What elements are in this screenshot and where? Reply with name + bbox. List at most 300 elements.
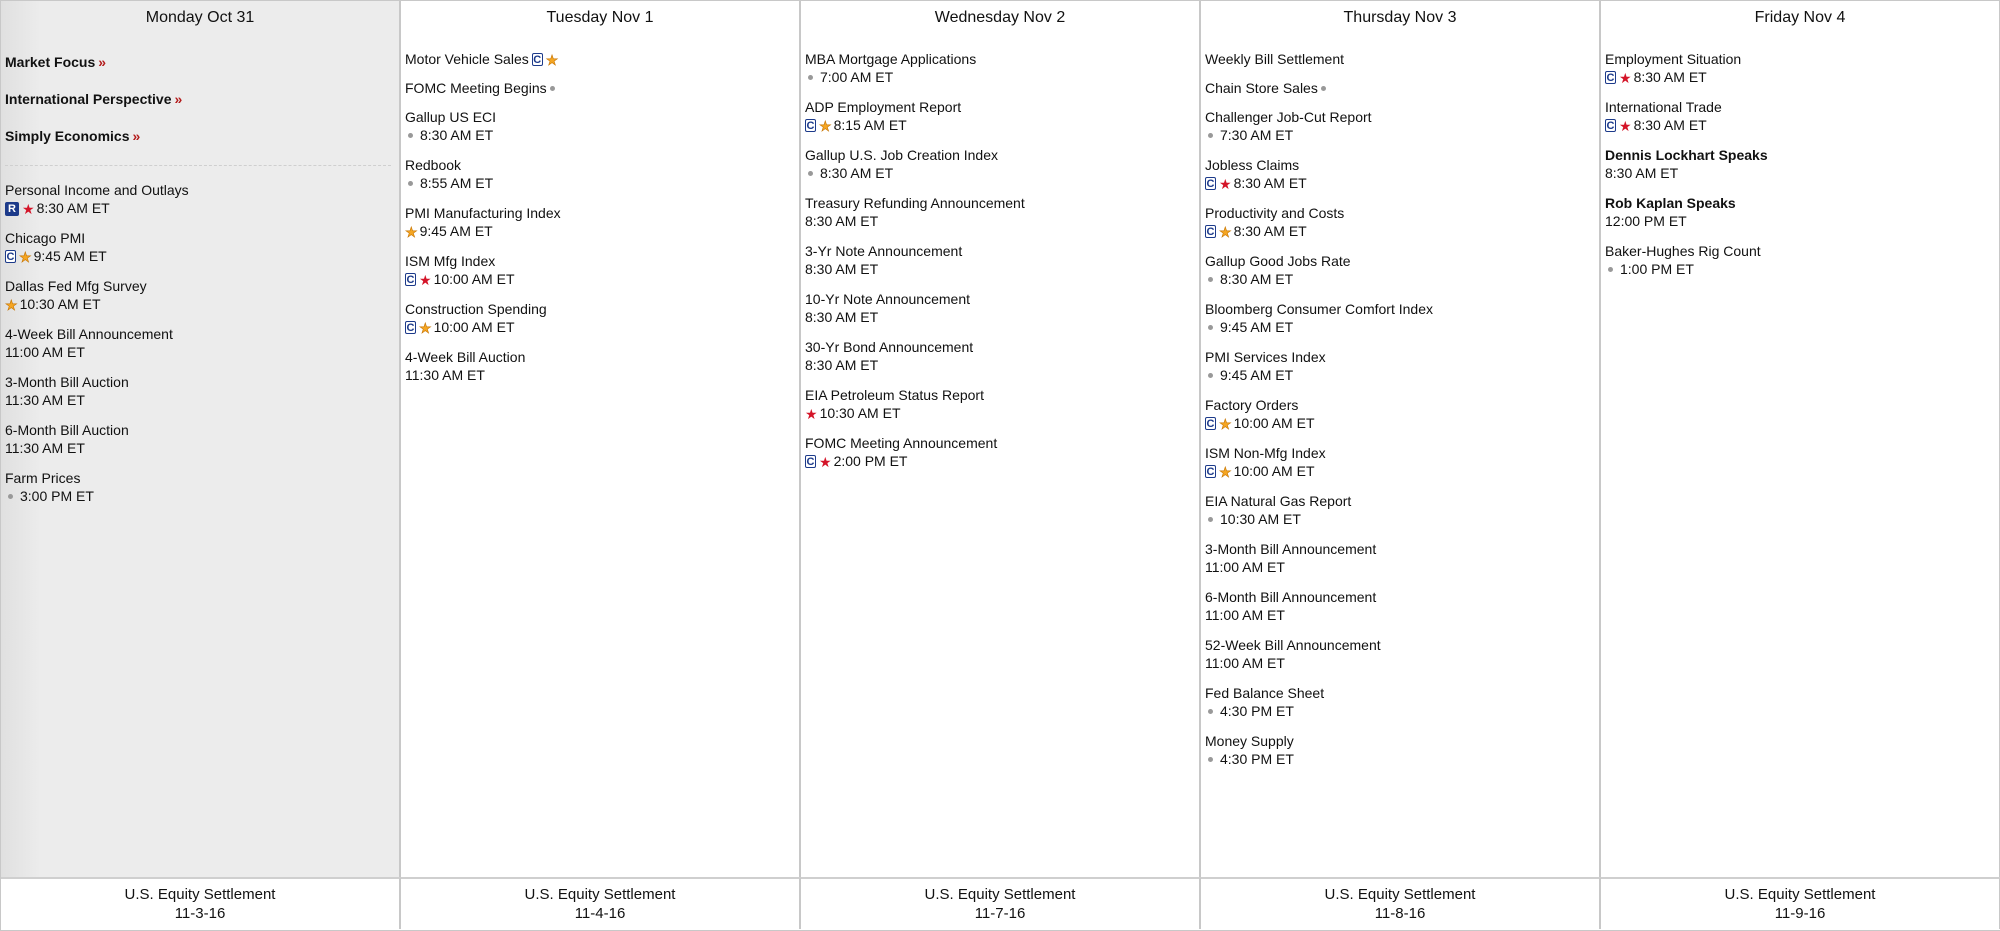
event-title-row <box>5 326 399 343</box>
event-time: 7:00 AM ET <box>820 69 894 85</box>
event-time: 8:30 AM ET <box>420 127 494 143</box>
event-title-row <box>405 349 799 366</box>
event-title-row <box>1205 253 1599 270</box>
event-title-row <box>405 253 799 270</box>
event-time-row <box>405 270 799 289</box>
event-time: 10:30 AM ET <box>19 296 101 312</box>
event-title-row <box>5 422 399 439</box>
calendar-event <box>1205 397 1599 433</box>
low-importance-dot-icon <box>408 133 413 138</box>
event-title[interactable]: 4-Week Bill Auction <box>405 349 526 365</box>
calendar-event <box>1205 80 1599 97</box>
event-title[interactable]: Gallup U.S. Job Creation Index <box>805 147 998 163</box>
event-title[interactable]: Dennis Lockhart Speaks <box>1605 147 1768 163</box>
day-header[interactable]: Wednesday Nov 2 <box>934 9 1066 26</box>
consensus-badge-icon[interactable]: C <box>1206 178 1215 190</box>
event-title-row <box>1205 349 1599 366</box>
event-title[interactable]: ISM Mfg Index <box>405 253 496 269</box>
calendar-event <box>805 291 1199 327</box>
event-title-row <box>1205 445 1599 462</box>
event-title[interactable]: MBA Mortgage Applications <box>805 51 977 67</box>
commentary-link-label[interactable]: Market Focus <box>5 54 96 70</box>
event-time-row <box>1605 68 1999 87</box>
calendar-event <box>1205 253 1599 289</box>
event-time: 8:30 AM ET <box>1233 223 1307 239</box>
event-time-row <box>805 260 1199 279</box>
high-importance-star-icon: ★ <box>1619 117 1632 134</box>
day-header[interactable]: Friday Nov 4 <box>1754 9 1846 26</box>
event-title[interactable]: Baker-Hughes Rig Count <box>1605 243 1761 259</box>
low-importance-dot-icon <box>1321 86 1326 91</box>
calendar-event <box>1205 445 1599 481</box>
event-time: 11:00 AM ET <box>1205 655 1285 671</box>
event-time-row <box>1205 510 1599 529</box>
event-time-row <box>805 356 1199 375</box>
settlement-date: 11-9-16 <box>1774 905 1826 922</box>
calendar-event <box>405 109 799 145</box>
calendar-event <box>405 80 799 97</box>
event-title[interactable]: FOMC Meeting Begins <box>405 80 547 96</box>
settlement-label: U.S. Equity Settlement <box>1724 886 1876 903</box>
settlement-footer-2 <box>801 877 1201 929</box>
calendar-event <box>405 301 799 337</box>
event-title-row <box>1205 301 1599 318</box>
calendar-event <box>805 387 1199 423</box>
event-title[interactable]: 30-Yr Bond Announcement <box>805 339 974 355</box>
day-events <box>1201 35 1599 769</box>
event-title-row <box>805 387 1199 404</box>
event-time: 8:30 AM ET <box>1233 175 1307 191</box>
event-time: 11:00 AM ET <box>1205 559 1285 575</box>
event-title-row <box>805 291 1199 308</box>
event-title[interactable]: ISM Non-Mfg Index <box>1205 445 1326 461</box>
consensus-badge-icon[interactable]: C <box>406 322 415 334</box>
event-time-row <box>1605 164 1999 183</box>
event-title[interactable]: 3-Month Bill Announcement <box>1205 541 1377 557</box>
event-time: 9:45 AM ET <box>1220 319 1294 335</box>
calendar-event <box>1605 51 1999 87</box>
event-title-row <box>1605 147 1999 164</box>
event-time-row <box>1205 126 1599 145</box>
day-header[interactable]: Thursday Nov 3 <box>1343 9 1457 26</box>
calendar-event <box>5 422 399 458</box>
event-title-row <box>805 435 1199 452</box>
event-title[interactable]: 4-Week Bill Announcement <box>5 326 173 342</box>
calendar-event <box>405 205 799 241</box>
event-title[interactable]: Personal Income and Outlays <box>5 182 189 198</box>
low-importance-dot-icon <box>1208 325 1213 330</box>
event-time: 8:30 AM ET <box>820 165 894 181</box>
event-time-row <box>1205 558 1599 577</box>
event-time: 3:00 PM ET <box>20 488 94 504</box>
commentary-link-label[interactable]: International Perspective <box>5 91 172 107</box>
event-time: 8:30 AM ET <box>805 261 879 277</box>
day-events <box>401 35 799 385</box>
calendar-event <box>805 99 1199 135</box>
low-importance-dot-icon <box>1608 267 1613 272</box>
event-title[interactable]: Redbook <box>405 157 462 173</box>
event-title-row <box>1205 493 1599 510</box>
event-time: 4:30 PM ET <box>1220 703 1294 719</box>
event-time-row <box>1605 212 1999 231</box>
commentary-link[interactable] <box>5 88 399 125</box>
settlement-date: 11-8-16 <box>1374 905 1426 922</box>
high-importance-star-icon: ★ <box>1619 69 1632 86</box>
low-importance-dot-icon <box>1208 373 1213 378</box>
event-title-row <box>405 51 799 68</box>
arrow-icon: » <box>132 128 141 144</box>
consensus-badge-icon[interactable]: C <box>533 54 542 66</box>
event-title[interactable]: ADP Employment Report <box>805 99 962 115</box>
event-time-row <box>805 164 1199 183</box>
day-events <box>1 35 399 506</box>
event-time: 4:30 PM ET <box>1220 751 1294 767</box>
event-time-row <box>1205 414 1599 433</box>
event-time-row <box>1205 750 1599 769</box>
event-title[interactable]: 52-Week Bill Announcement <box>1205 637 1381 653</box>
event-title-row <box>1605 51 1999 68</box>
event-time-row <box>1205 462 1599 481</box>
event-title-row <box>5 230 399 247</box>
event-title-row <box>805 99 1199 116</box>
event-title[interactable]: Farm Prices <box>5 470 81 486</box>
day-events <box>1601 35 1999 279</box>
event-title[interactable]: Bloomberg Consumer Comfort Index <box>1205 301 1433 317</box>
event-title[interactable]: Challenger Job-Cut Report <box>1205 109 1372 125</box>
event-time-row <box>5 343 399 362</box>
event-title[interactable]: Chain Store Sales <box>1205 80 1318 96</box>
calendar-event <box>1205 157 1599 193</box>
consensus-badge-icon[interactable]: C <box>406 274 415 286</box>
settlement-date: 11-4-16 <box>574 905 626 922</box>
event-title-row <box>805 147 1199 164</box>
commentary-link-label[interactable]: Simply Economics <box>5 128 130 144</box>
event-time: 8:30 AM ET <box>1605 165 1679 181</box>
event-time: 10:00 AM ET <box>1233 463 1315 479</box>
event-time: 8:30 AM ET <box>805 357 879 373</box>
calendar-event <box>1205 109 1599 145</box>
medium-importance-star-icon: ★ <box>545 51 559 68</box>
event-title[interactable]: Gallup Good Jobs Rate <box>1205 253 1351 269</box>
calendar-event <box>1205 205 1599 241</box>
day-events <box>801 35 1199 471</box>
consensus-badge-icon[interactable]: C <box>806 456 815 468</box>
consensus-badge-icon[interactable]: C <box>1606 72 1615 84</box>
event-title[interactable]: 3-Yr Note Announcement <box>805 243 963 259</box>
settlement-label: U.S. Equity Settlement <box>124 886 276 903</box>
event-time-row <box>405 174 799 193</box>
event-title[interactable]: Jobless Claims <box>1205 157 1300 173</box>
event-time-row <box>5 391 399 410</box>
event-time: 10:30 AM ET <box>1220 511 1301 527</box>
calendar-event <box>1605 147 1999 183</box>
low-importance-dot-icon <box>1208 757 1213 762</box>
event-time: 11:30 AM ET <box>5 440 85 456</box>
event-title-row <box>5 470 399 487</box>
event-title[interactable]: FOMC Meeting Announcement <box>805 435 998 451</box>
event-time: 8:30 AM ET <box>1633 117 1707 133</box>
event-time-row <box>805 404 1199 423</box>
event-time-row <box>1205 654 1599 673</box>
calendar-event <box>1205 733 1599 769</box>
settlement-label: U.S. Equity Settlement <box>1324 886 1476 903</box>
calendar-event <box>5 374 399 410</box>
high-importance-star-icon: ★ <box>419 271 432 288</box>
day-column-2 <box>801 0 1201 877</box>
calendar-event <box>1605 195 1999 231</box>
calendar-event <box>1205 349 1599 385</box>
calendar-event <box>405 349 799 385</box>
calendar-event <box>1205 301 1599 337</box>
calendar-event <box>405 157 799 193</box>
event-title-row <box>1605 243 1999 260</box>
event-time: 9:45 AM ET <box>419 223 493 239</box>
event-title-row <box>805 243 1199 260</box>
low-importance-dot-icon <box>1208 133 1213 138</box>
event-title-row <box>1205 685 1599 702</box>
event-time-row <box>5 439 399 458</box>
low-importance-dot-icon <box>1208 277 1213 282</box>
day-column-0 <box>1 0 401 877</box>
calendar-event <box>5 326 399 362</box>
event-time: 11:00 AM ET <box>5 344 85 360</box>
event-title-row <box>805 195 1199 212</box>
calendar-event <box>1205 589 1599 625</box>
event-title[interactable]: Money Supply <box>1205 733 1294 749</box>
day-header[interactable]: Monday Oct 31 <box>145 9 255 26</box>
low-importance-dot-icon <box>550 86 555 91</box>
event-time: 1:00 PM ET <box>1620 261 1694 277</box>
event-time: 8:30 AM ET <box>1633 69 1707 85</box>
event-time: 11:00 AM ET <box>1205 607 1285 623</box>
event-title-row <box>1205 637 1599 654</box>
event-title[interactable]: Construction Spending <box>405 301 547 317</box>
event-title[interactable]: EIA Petroleum Status Report <box>805 387 984 403</box>
high-importance-star-icon: ★ <box>819 453 832 470</box>
event-title[interactable]: 10-Yr Note Announcement <box>805 291 970 307</box>
event-title[interactable]: 6-Month Bill Auction <box>5 422 129 438</box>
settlement-footer-1 <box>401 877 801 929</box>
commentary-link[interactable] <box>5 51 399 88</box>
event-title[interactable]: Employment Situation <box>1605 51 1742 67</box>
event-time: 9:45 AM ET <box>33 248 107 264</box>
event-title[interactable]: Motor Vehicle Sales <box>405 51 529 67</box>
settlement-date: 11-7-16 <box>974 905 1026 922</box>
event-time-row <box>1205 702 1599 721</box>
event-time: 8:30 AM ET <box>36 200 110 216</box>
event-title-row <box>1205 205 1599 222</box>
calendar-event <box>405 253 799 289</box>
high-importance-star-icon: ★ <box>1219 175 1232 192</box>
medium-importance-star-icon: ★ <box>405 223 418 240</box>
calendar-event <box>1205 51 1599 68</box>
calendar-event <box>1605 243 1999 279</box>
settlement-label: U.S. Equity Settlement <box>924 886 1076 903</box>
event-title-row <box>405 205 799 222</box>
event-title-row <box>805 51 1199 68</box>
consensus-badge-icon[interactable]: C <box>1206 418 1215 430</box>
medium-importance-star-icon: ★ <box>1219 415 1232 432</box>
event-title[interactable]: EIA Natural Gas Report <box>1205 493 1352 509</box>
event-title[interactable]: Treasury Refunding Announcement <box>805 195 1025 211</box>
event-time: 8:30 AM ET <box>1220 271 1294 287</box>
event-time-row <box>405 318 799 337</box>
arrow-icon: » <box>174 91 183 107</box>
event-title-row <box>405 109 799 126</box>
calendar-event <box>805 435 1199 471</box>
event-title[interactable]: International Trade <box>1605 99 1722 115</box>
day-column-1 <box>401 0 801 877</box>
event-title[interactable]: Gallup US ECI <box>405 109 497 125</box>
event-time: 12:00 PM ET <box>1605 213 1687 229</box>
event-title-row <box>1205 589 1599 606</box>
event-title-row <box>1205 109 1599 126</box>
medium-importance-star-icon: ★ <box>419 319 432 336</box>
medium-importance-star-icon: ★ <box>819 117 832 134</box>
event-time-row <box>1205 366 1599 385</box>
event-title[interactable]: Chicago PMI <box>5 230 86 246</box>
medium-importance-star-icon: ★ <box>1219 223 1232 240</box>
consensus-badge-icon[interactable]: C <box>1206 226 1215 238</box>
settlement-label: U.S. Equity Settlement <box>524 886 676 903</box>
event-title-row <box>1205 51 1599 68</box>
calendar-event <box>1205 541 1599 577</box>
event-time-row <box>1205 270 1599 289</box>
low-importance-dot-icon <box>408 181 413 186</box>
revised-badge-icon[interactable]: R <box>5 202 19 216</box>
calendar-event <box>5 230 399 266</box>
commentary-link[interactable] <box>5 125 399 162</box>
event-time: 10:00 AM ET <box>433 319 515 335</box>
low-importance-dot-icon <box>1208 709 1213 714</box>
settlement-footer-4 <box>1601 877 2000 929</box>
low-importance-dot-icon <box>808 75 813 80</box>
event-title[interactable]: Weekly Bill Settlement <box>1205 51 1345 67</box>
event-title-row <box>1205 541 1599 558</box>
calendar-event <box>1205 685 1599 721</box>
calendar-event <box>805 339 1199 375</box>
calendar-event <box>5 182 399 218</box>
event-time-row <box>805 308 1199 327</box>
event-time-row <box>1205 222 1599 241</box>
event-title[interactable]: PMI Services Index <box>1205 349 1326 365</box>
event-title-row <box>405 80 799 97</box>
event-time-row <box>1205 174 1599 193</box>
event-time-row <box>405 222 799 241</box>
day-header[interactable]: Tuesday Nov 1 <box>546 9 654 26</box>
arrow-icon: » <box>98 54 107 70</box>
event-time: 2:00 PM ET <box>833 453 908 469</box>
calendar-event <box>1205 637 1599 673</box>
event-title[interactable]: 6-Month Bill Announcement <box>1205 589 1377 605</box>
event-time: 7:30 AM ET <box>1220 127 1294 143</box>
event-time: 10:30 AM ET <box>819 405 901 421</box>
event-title[interactable]: Rob Kaplan Speaks <box>1605 195 1736 211</box>
event-time-row <box>5 487 399 506</box>
event-time-row <box>1605 260 1999 279</box>
dashed-divider <box>5 165 391 166</box>
event-title-row <box>5 278 399 295</box>
consensus-badge-icon[interactable]: C <box>6 251 15 263</box>
event-title-row <box>1205 80 1599 97</box>
event-title-row <box>405 301 799 318</box>
event-time: 9:45 AM ET <box>1220 367 1294 383</box>
calendar-event <box>805 147 1199 183</box>
event-time: 8:30 AM ET <box>805 213 879 229</box>
event-time-row <box>405 366 799 385</box>
event-title-row <box>1205 733 1599 750</box>
event-time-row <box>5 295 399 314</box>
event-time-row <box>805 68 1199 87</box>
low-importance-dot-icon <box>808 171 813 176</box>
event-time-row <box>805 452 1199 471</box>
day-column-3 <box>1201 0 1601 877</box>
event-title[interactable]: 3-Month Bill Auction <box>5 374 129 390</box>
event-title-row <box>405 157 799 174</box>
event-title-row <box>5 182 399 199</box>
event-time-row <box>805 212 1199 231</box>
event-title-row <box>5 374 399 391</box>
settlement-date: 11-3-16 <box>174 905 226 922</box>
calendar-event <box>805 243 1199 279</box>
event-time: 11:30 AM ET <box>405 367 485 383</box>
event-title-row <box>1205 157 1599 174</box>
calendar-event <box>405 51 799 68</box>
settlement-footer-3 <box>1201 877 1601 929</box>
event-time-row <box>5 247 399 266</box>
event-time: 8:30 AM ET <box>805 309 879 325</box>
event-title-row <box>1605 195 1999 212</box>
calendar-event <box>805 51 1199 87</box>
high-importance-star-icon: ★ <box>22 200 35 217</box>
event-time: 10:00 AM ET <box>433 271 515 287</box>
consensus-badge-icon[interactable]: C <box>1206 466 1215 478</box>
event-time-row <box>1205 318 1599 337</box>
event-time: 11:30 AM ET <box>5 392 85 408</box>
low-importance-dot-icon <box>1208 517 1213 522</box>
calendar-event <box>5 470 399 506</box>
event-time-row <box>1605 116 1999 135</box>
event-title[interactable]: Productivity and Costs <box>1205 205 1345 221</box>
event-time: 10:00 AM ET <box>1233 415 1315 431</box>
medium-importance-star-icon: ★ <box>5 296 18 313</box>
event-title[interactable]: Fed Balance Sheet <box>1205 685 1325 701</box>
event-time-row <box>405 126 799 145</box>
event-time: 8:55 AM ET <box>420 175 494 191</box>
event-title[interactable]: Factory Orders <box>1205 397 1299 413</box>
event-title[interactable]: PMI Manufacturing Index <box>405 205 561 221</box>
calendar-event <box>5 278 399 314</box>
medium-importance-star-icon: ★ <box>19 248 32 265</box>
event-title-row <box>1605 99 1999 116</box>
event-title-row <box>805 339 1199 356</box>
low-importance-dot-icon <box>8 494 13 499</box>
event-time-row <box>805 116 1199 135</box>
settlement-footer-0 <box>1 877 401 929</box>
consensus-badge-icon[interactable]: C <box>1606 120 1615 132</box>
consensus-badge-icon[interactable]: C <box>806 120 815 132</box>
medium-importance-star-icon: ★ <box>1219 463 1232 480</box>
event-time: 8:15 AM ET <box>833 117 907 133</box>
day-column-4 <box>1601 0 2000 877</box>
calendar-event <box>805 195 1199 231</box>
high-importance-star-icon: ★ <box>805 405 818 422</box>
event-time-row <box>5 199 399 218</box>
event-title[interactable]: Dallas Fed Mfg Survey <box>5 278 147 294</box>
event-title-row <box>1205 397 1599 414</box>
calendar-event <box>1605 99 1999 135</box>
event-time-row <box>1205 606 1599 625</box>
